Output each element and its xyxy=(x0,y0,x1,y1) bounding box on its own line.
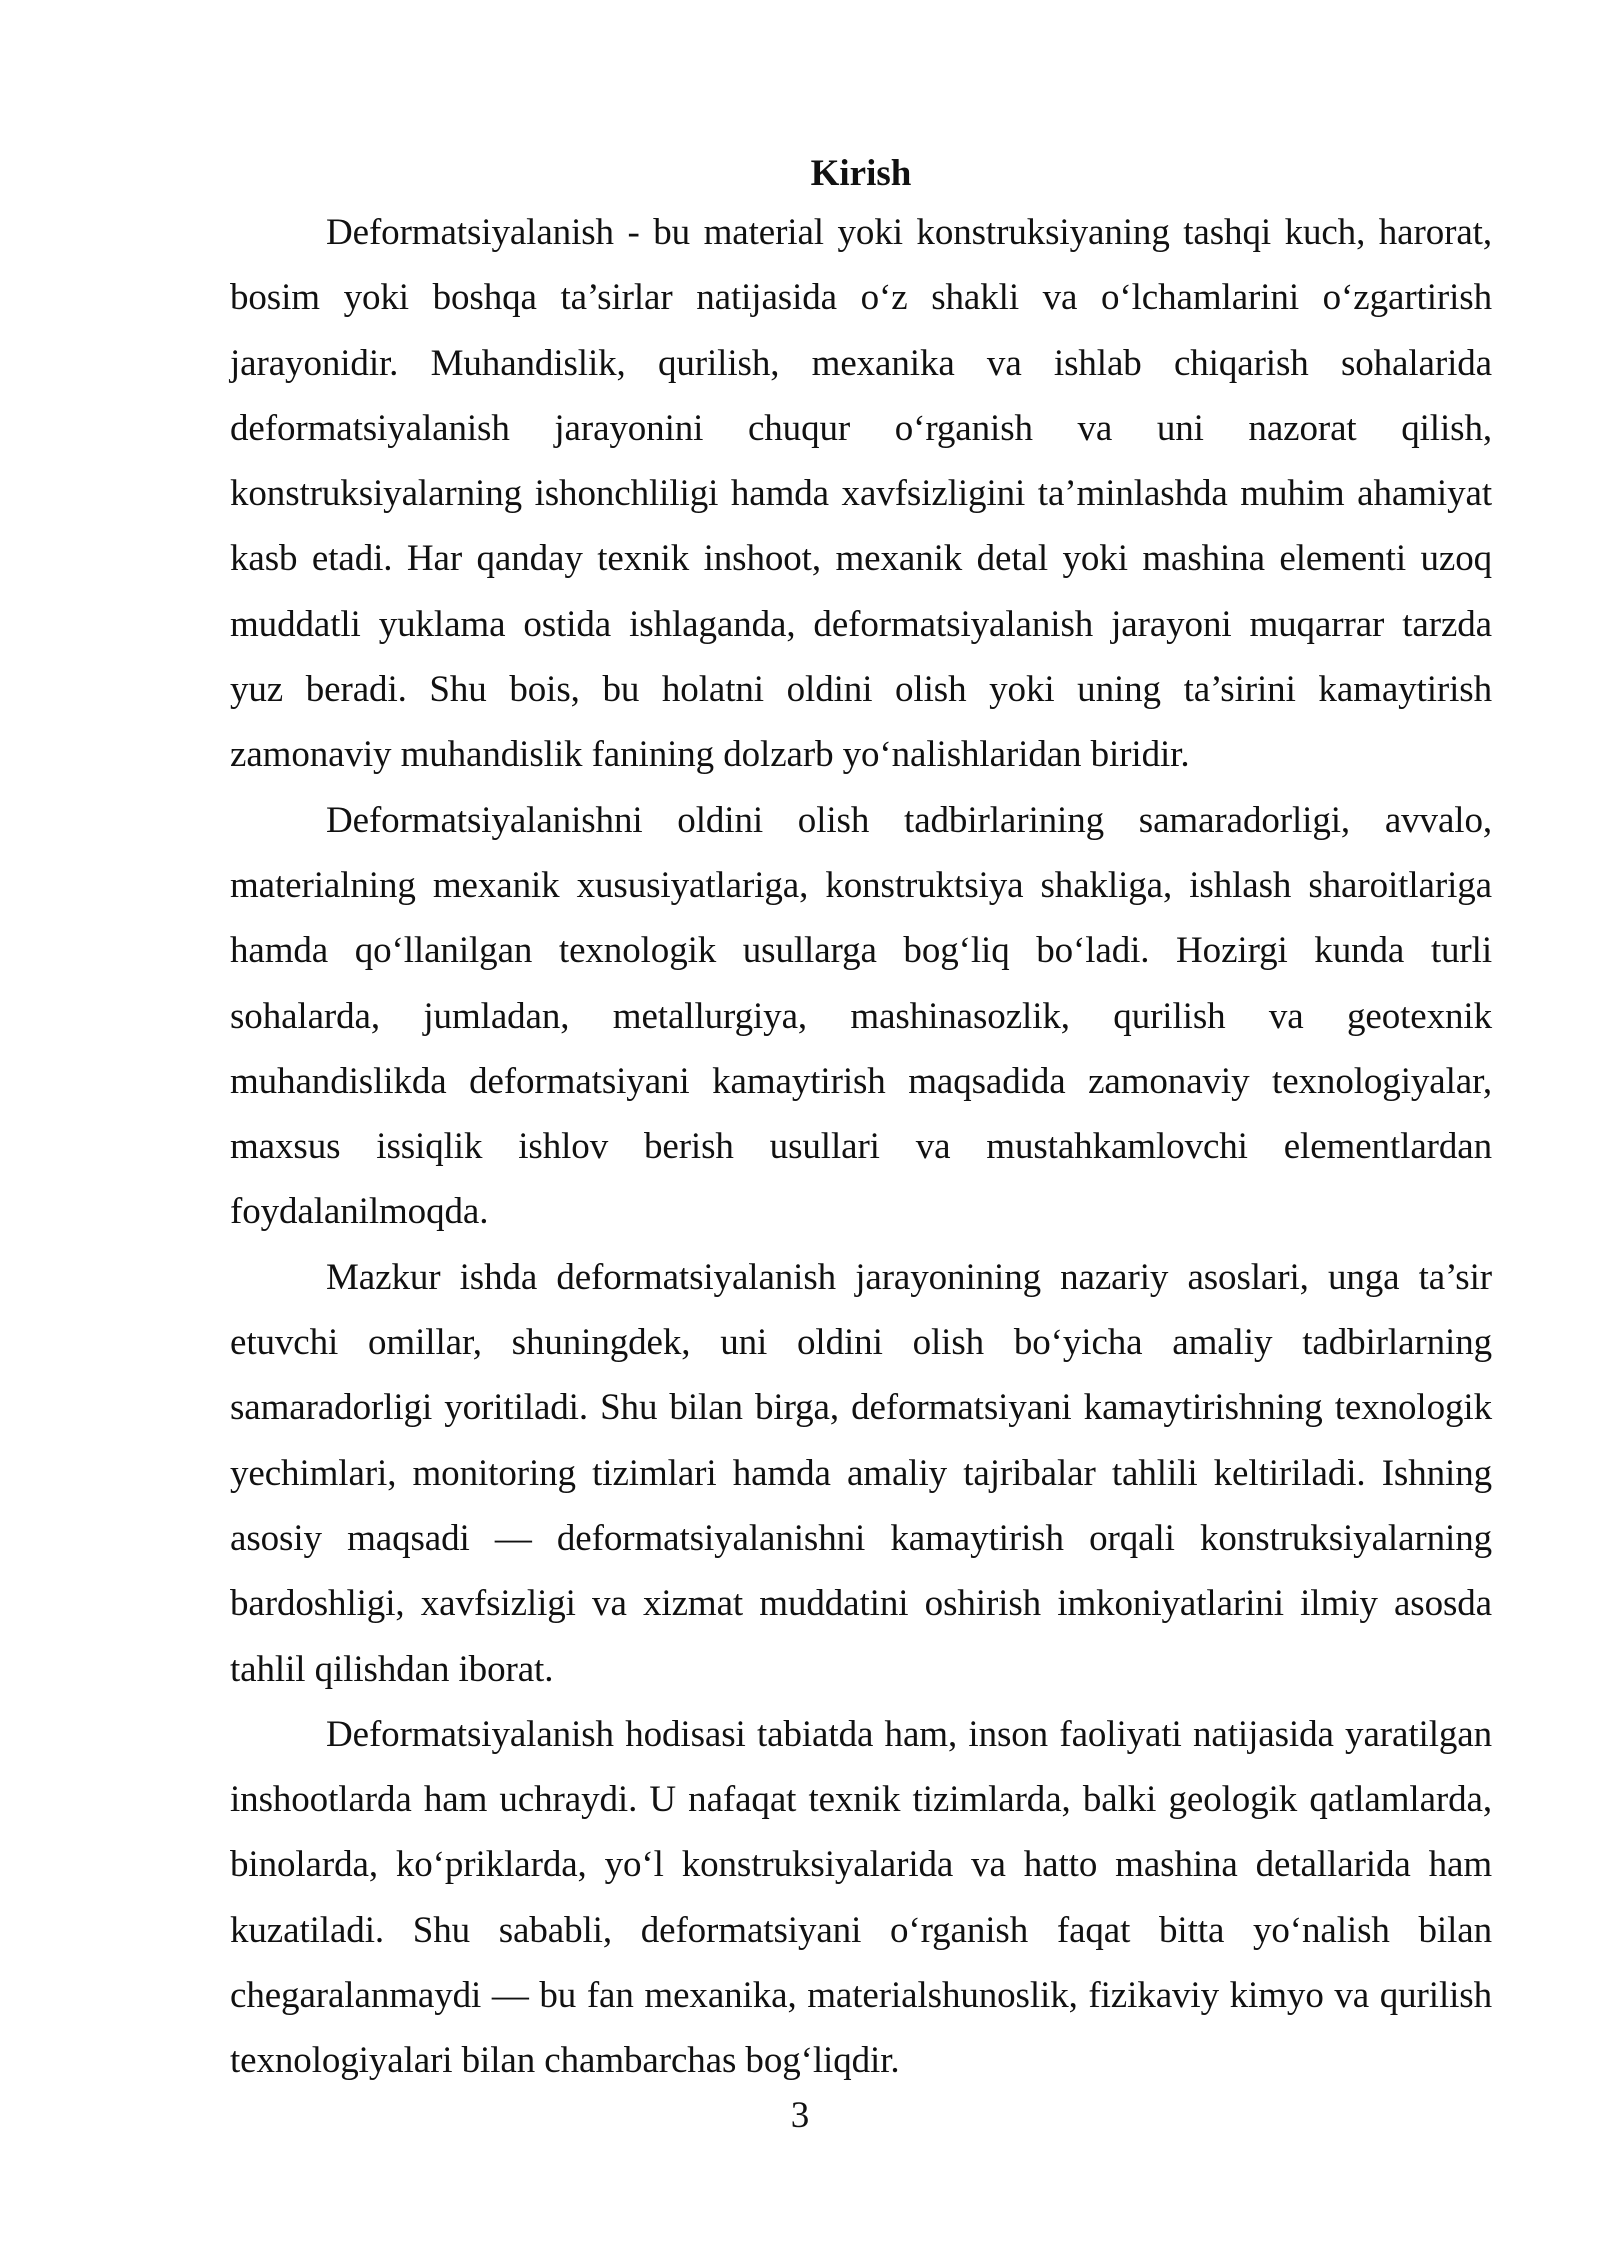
section-title: Kirish xyxy=(810,153,912,194)
page-content xyxy=(230,148,1492,2094)
paragraph-3: Mazkur ishda deformatsiyalanish jarayonining nazariy asoslari, unga ta’sir etuvchi omillar, shuningdek, uni oldini olish bo‘yicha amaliy tadbirlarning samaradorligi yoritiladi. Shu bilan birga, deformatsiyani kamaytirishning texnologik yechimlari, monitoring tizimlari hamda amaliy tajribalar tahlili keltiriladi. Ishning asosiy maqsadi — deformatsiyalanishni kamaytirish orqali konstruksiyalarning bardoshligi, xavfsizligi va xizmat muddatini oshirish imkoniyatlarini ilmiy asosda tahlil qilishdan iborat. xyxy=(230,1256,1492,1690)
page-number: 3 xyxy=(790,2095,810,2136)
paragraph-4: Deformatsiyalanish hodisasi tabiatda ham, inson faoliyati natijasida yaratilgan inshootlarda ham uchraydi. U nafaqat texnik tizimlarda, balki geologik qatlamlarda, binolarda, ko‘priklarda, yo‘l konstruksiyalarida va hatto mashina detallarida ham kuzatiladi. Shu sababli, deformatsiyani o‘rganish faqat bitta yo‘nalish bilan chegaralanmaydi — bu fan mexanika, materialshunoslik, fizikaviy kimyo va qurilish texnologiyalari bilan chambarchas bog‘liqdir. xyxy=(230,1713,1492,2082)
paragraph-2: Deformatsiyalanishni oldini olish tadbirlarining samaradorligi, avvalo, materialning mexanik xususiyatlariga, konstruktsiya shakliga, ishlash sharoitlariga hamda qo‘llanilgan texnologik usullarga bog‘liq bo‘ladi. Hozirgi kunda turli sohalarda, jumladan, metallurgiya, mashinasozlik, qurilish va geotexnik muhandislikda deformatsiyani kamaytirish maqsadida zamonaviy texnologiyalar, maxsus issiqlik ishlov berish usullari va mustahkamlovchi elementlardan foydalanilmoqda. xyxy=(230,799,1492,1233)
paragraph-1: Deformatsiyalanish - bu material yoki konstruksiyaning tashqi kuch, harorat, bosim yoki boshqa ta’sirlar natijasida o‘z shakli va o‘lchamlarini o‘zgartirish jarayonidir. Muhandislik, qurilish, mexanika va ishlab chiqarish sohalarida deformatsiyalanish jarayonini chuqur o‘rganish va uni nazorat qilish, konstruksiyalarning ishonchliligi hamda xavfsizligini ta’minlashda muhim ahamiyat kasb etadi. Har qanday texnik inshoot, mexanik detal yoki mashina elementi uzoq muddatli yuklama ostida ishlaganda, deformatsiyalanish jarayoni muqarrar tarzda yuz beradi. Shu bois, bu holatni oldini olish yoki uning ta’sirini kamaytirish zamonaviy muhandislik fanining dolzarb yo‘nalishlaridan biridir. xyxy=(230,212,1492,776)
